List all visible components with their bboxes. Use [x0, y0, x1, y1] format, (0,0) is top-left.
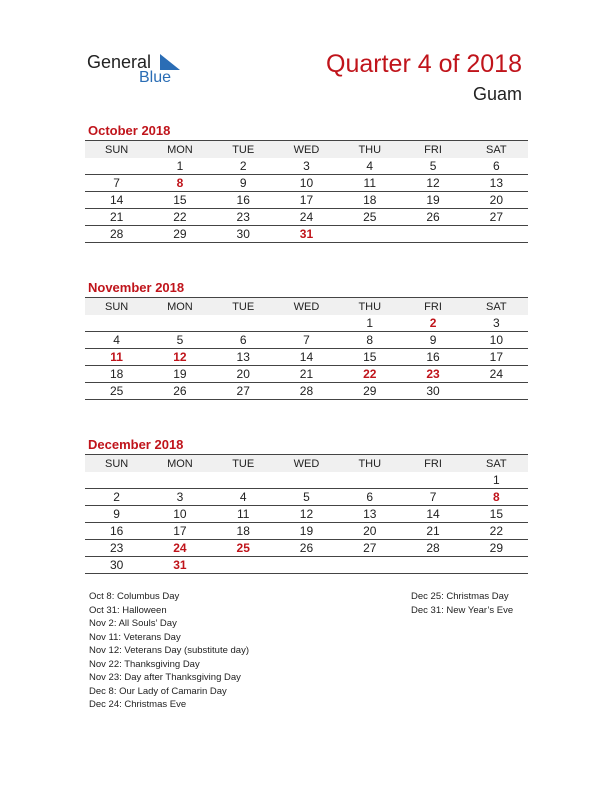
- day-cell: 10: [148, 506, 211, 523]
- day-cell: 26: [275, 540, 338, 557]
- day-cell: 27: [212, 383, 275, 400]
- weekday-header: THU: [338, 298, 401, 316]
- logo-text-general: General: [87, 52, 152, 72]
- page-subtitle: Guam: [472, 84, 522, 104]
- holiday-item: Nov 22: Thanksgiving Day: [89, 658, 200, 670]
- day-cell: 1: [148, 158, 211, 175]
- empty-day-cell: [85, 472, 148, 489]
- holiday-item: Oct 31: Halloween: [89, 604, 167, 616]
- week-row: [85, 158, 528, 175]
- holiday-item: Nov 11: Veterans Day: [89, 631, 181, 643]
- day-cell: 4: [212, 489, 275, 506]
- day-cell: 27: [338, 540, 401, 557]
- month-october: [85, 122, 528, 243]
- day-cell: 14: [275, 349, 338, 366]
- calendar-grid: [85, 297, 528, 400]
- day-cell: 26: [148, 383, 211, 400]
- day-cell: 17: [465, 349, 528, 366]
- empty-day-cell: [85, 158, 148, 175]
- day-cell: 5: [275, 489, 338, 506]
- day-cell: 29: [148, 226, 211, 243]
- logo-triangle-icon: [160, 54, 180, 70]
- holiday-list-right: [411, 590, 513, 617]
- day-cell: 28: [85, 226, 148, 243]
- day-cell: 5: [148, 332, 211, 349]
- day-cell: 23: [401, 366, 464, 383]
- day-cell: 4: [338, 158, 401, 175]
- weekday-header: SUN: [85, 298, 148, 316]
- empty-day-cell: [212, 557, 275, 574]
- day-cell: 5: [401, 158, 464, 175]
- day-cell: 3: [148, 489, 211, 506]
- logo-text-blue: Blue: [139, 69, 172, 86]
- empty-day-cell: [465, 557, 528, 574]
- day-cell: 22: [465, 523, 528, 540]
- weekday-header: SAT: [465, 298, 528, 316]
- holiday-item: Oct 8: Columbus Day: [89, 591, 180, 602]
- day-cell: 2: [212, 158, 275, 175]
- day-cell: 10: [275, 175, 338, 192]
- day-cell: 23: [212, 209, 275, 226]
- holiday-item: Nov 2: All Souls’ Day: [89, 618, 177, 629]
- day-cell: 20: [465, 192, 528, 209]
- day-cell: 13: [212, 349, 275, 366]
- day-cell: 25: [212, 540, 275, 557]
- week-row: [85, 209, 528, 226]
- weekday-header: FRI: [401, 141, 464, 159]
- day-cell: 16: [212, 192, 275, 209]
- empty-day-cell: [212, 315, 275, 332]
- weekday-header: SAT: [465, 141, 528, 159]
- empty-day-cell: [275, 557, 338, 574]
- day-cell: 31: [275, 226, 338, 243]
- empty-day-cell: [275, 315, 338, 332]
- month-title: October 2018: [88, 123, 171, 138]
- day-cell: 15: [338, 349, 401, 366]
- day-cell: 9: [85, 506, 148, 523]
- empty-day-cell: [338, 557, 401, 574]
- page-title: Quarter 4 of 2018: [326, 50, 522, 78]
- day-cell: 12: [148, 349, 211, 366]
- day-cell: 18: [85, 366, 148, 383]
- day-cell: 8: [148, 175, 211, 192]
- month-december: [85, 436, 528, 574]
- day-cell: 21: [401, 523, 464, 540]
- holiday-item: Dec 31: New Year’s Eve: [411, 604, 514, 616]
- empty-day-cell: [338, 472, 401, 489]
- week-row: [85, 192, 528, 209]
- day-cell: 3: [465, 315, 528, 332]
- day-cell: 25: [85, 383, 148, 400]
- day-cell: 25: [338, 209, 401, 226]
- day-cell: 29: [338, 383, 401, 400]
- weekday-header: TUE: [212, 298, 275, 316]
- holiday-item: Nov 23: Day after Thanksgiving Day: [89, 672, 241, 683]
- weekday-header: TUE: [212, 455, 275, 473]
- day-cell: 24: [148, 540, 211, 557]
- day-cell: 7: [275, 332, 338, 349]
- day-cell: 21: [85, 209, 148, 226]
- weekday-header: SAT: [465, 455, 528, 473]
- day-cell: 18: [338, 192, 401, 209]
- day-cell: 27: [465, 209, 528, 226]
- day-cell: 7: [85, 175, 148, 192]
- weekday-header: SUN: [85, 141, 148, 159]
- weekday-header: FRI: [401, 298, 464, 316]
- calendar-grid: [85, 454, 528, 574]
- day-cell: 19: [148, 366, 211, 383]
- day-cell: 14: [401, 506, 464, 523]
- day-cell: 11: [85, 349, 148, 366]
- day-cell: 14: [85, 192, 148, 209]
- week-row: [85, 332, 528, 349]
- month-title: December 2018: [88, 437, 184, 452]
- week-row: [85, 523, 528, 540]
- month-title: November 2018: [88, 280, 185, 295]
- holiday-list-left: [89, 590, 249, 712]
- day-cell: 2: [85, 489, 148, 506]
- week-row: [85, 540, 528, 557]
- day-cell: 12: [401, 175, 464, 192]
- empty-day-cell: [275, 472, 338, 489]
- day-cell: 31: [148, 557, 211, 574]
- empty-day-cell: [85, 315, 148, 332]
- day-cell: 13: [338, 506, 401, 523]
- day-cell: 29: [465, 540, 528, 557]
- day-cell: 11: [338, 175, 401, 192]
- day-cell: 16: [85, 523, 148, 540]
- holiday-item: Dec 24: Christmas Eve: [89, 699, 187, 710]
- weekday-header: FRI: [401, 455, 464, 473]
- weekday-header: WED: [275, 298, 338, 316]
- week-row: [85, 349, 528, 366]
- weekday-header: THU: [338, 141, 401, 159]
- empty-day-cell: [401, 557, 464, 574]
- holiday-item: Dec 8: Our Lady of Camarin Day: [89, 685, 227, 697]
- weekday-header: MON: [148, 141, 211, 159]
- empty-day-cell: [148, 472, 211, 489]
- day-cell: 19: [401, 192, 464, 209]
- week-row: [85, 226, 528, 243]
- brand-logo: [87, 52, 197, 92]
- day-cell: 7: [401, 489, 464, 506]
- day-cell: 9: [212, 175, 275, 192]
- week-row: [85, 489, 528, 506]
- day-cell: 30: [401, 383, 464, 400]
- day-cell: 20: [338, 523, 401, 540]
- day-cell: 15: [148, 192, 211, 209]
- empty-day-cell: [465, 383, 528, 400]
- week-row: [85, 383, 528, 400]
- day-cell: 24: [465, 366, 528, 383]
- day-cell: 16: [401, 349, 464, 366]
- weekday-header: TUE: [212, 141, 275, 159]
- week-row: [85, 366, 528, 383]
- calendar-grid: [85, 140, 528, 243]
- day-cell: 17: [275, 192, 338, 209]
- day-cell: 8: [338, 332, 401, 349]
- day-cell: 24: [275, 209, 338, 226]
- day-cell: 15: [465, 506, 528, 523]
- day-cell: 21: [275, 366, 338, 383]
- day-cell: 20: [212, 366, 275, 383]
- empty-day-cell: [148, 315, 211, 332]
- day-cell: 28: [275, 383, 338, 400]
- week-row: [85, 472, 528, 489]
- weekday-header: WED: [275, 455, 338, 473]
- day-cell: 1: [338, 315, 401, 332]
- day-cell: 9: [401, 332, 464, 349]
- week-row: [85, 315, 528, 332]
- day-cell: 6: [338, 489, 401, 506]
- day-cell: 4: [85, 332, 148, 349]
- empty-day-cell: [401, 226, 464, 243]
- day-cell: 28: [401, 540, 464, 557]
- day-cell: 11: [212, 506, 275, 523]
- day-cell: 30: [212, 226, 275, 243]
- day-cell: 23: [85, 540, 148, 557]
- weekday-header-row: [85, 141, 528, 159]
- weekday-header: MON: [148, 455, 211, 473]
- holiday-item: Dec 25: Christmas Day: [411, 591, 509, 602]
- day-cell: 22: [338, 366, 401, 383]
- day-cell: 22: [148, 209, 211, 226]
- day-cell: 19: [275, 523, 338, 540]
- day-cell: 1: [465, 472, 528, 489]
- weekday-header: THU: [338, 455, 401, 473]
- week-row: [85, 175, 528, 192]
- day-cell: 17: [148, 523, 211, 540]
- week-row: [85, 506, 528, 523]
- day-cell: 30: [85, 557, 148, 574]
- day-cell: 3: [275, 158, 338, 175]
- day-cell: 13: [465, 175, 528, 192]
- empty-day-cell: [401, 472, 464, 489]
- day-cell: 10: [465, 332, 528, 349]
- holiday-item: Nov 12: Veterans Day (substitute day): [89, 645, 249, 656]
- day-cell: 18: [212, 523, 275, 540]
- empty-day-cell: [338, 226, 401, 243]
- empty-day-cell: [212, 472, 275, 489]
- weekday-header: WED: [275, 141, 338, 159]
- day-cell: 8: [465, 489, 528, 506]
- day-cell: 12: [275, 506, 338, 523]
- empty-day-cell: [465, 226, 528, 243]
- week-row: [85, 557, 528, 574]
- weekday-header: SUN: [85, 455, 148, 473]
- day-cell: 2: [401, 315, 464, 332]
- month-november: [85, 279, 528, 400]
- day-cell: 6: [212, 332, 275, 349]
- day-cell: 6: [465, 158, 528, 175]
- weekday-header-row: [85, 298, 528, 316]
- weekday-header-row: [85, 455, 528, 473]
- weekday-header: MON: [148, 298, 211, 316]
- day-cell: 26: [401, 209, 464, 226]
